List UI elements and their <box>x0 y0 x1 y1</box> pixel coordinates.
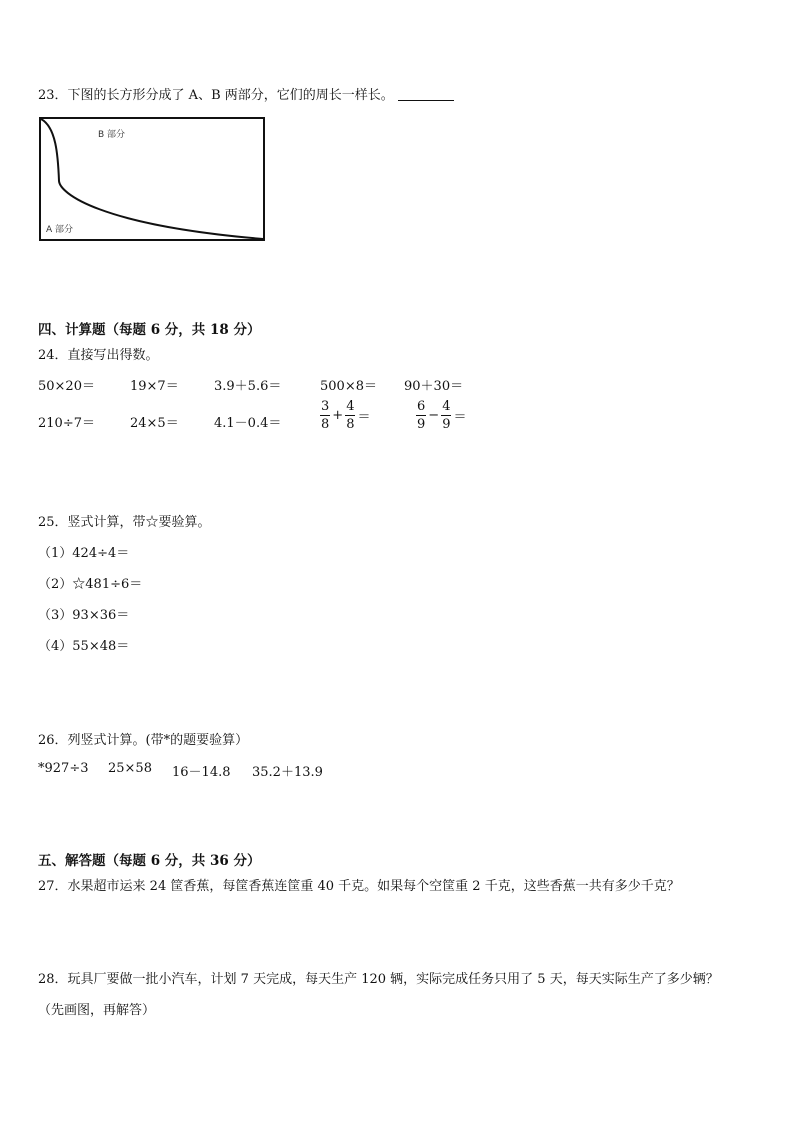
list-item: （3）93×36＝ <box>38 608 130 623</box>
fraction: $\frac{3}{8}$ <box>321 399 330 432</box>
label-part-a: A 部分 <box>46 225 74 235</box>
calc-item: 210÷7＝ <box>38 416 95 431</box>
fraction: $\frac{6}{9}$ <box>417 399 426 432</box>
calc-item: *927÷3 <box>38 761 89 776</box>
calc-item: 16－14.8 <box>172 765 231 780</box>
fraction-expression-1: $\frac{3}{8}$ + $\frac{4}{8}$ ＝ <box>321 399 371 432</box>
dividing-curve <box>41 119 263 239</box>
calc-item: 25×58 <box>108 761 152 776</box>
answer-blank[interactable] <box>398 88 454 101</box>
question-27-text: 27．水果超市运来 24 筐香蕉，每筐香蕉连筐重 40 千克。如果每个空筐重 2 千克，这些香蕉一共有多少千克？ <box>38 879 680 894</box>
question-28-text: 28．玩具厂要做一批小汽车，计划 7 天完成，每天生产 120 辆，实际完成任务只用了 5 天，每天实际生产了多少辆？ <box>38 972 719 987</box>
question-23 <box>38 84 454 103</box>
section-4-heading: 四、计算题（每题 6 分，共 18 分） <box>38 322 261 338</box>
calc-item: 24×5＝ <box>130 416 179 431</box>
label-part-b: B 部分 <box>98 130 126 140</box>
fraction: $\frac{4}{8}$ <box>346 399 355 432</box>
section-5-heading: 五、解答题（每题 6 分，共 36 分） <box>38 853 261 869</box>
question-28-note: （先画图，再解答） <box>38 1003 156 1018</box>
list-item: （4）55×48＝ <box>38 639 130 654</box>
question-26-title: 26．列竖式计算。(带*的题要验算） <box>38 733 249 748</box>
calc-item: 3.9＋5.6＝ <box>214 379 282 394</box>
calc-item: 50×20＝ <box>38 379 95 394</box>
rectangle-outline <box>40 118 264 240</box>
calc-item: 19×7＝ <box>130 379 179 394</box>
calc-item: 500×8＝ <box>320 379 377 394</box>
question-25-title: 25．竖式计算，带☆要验算。 <box>38 515 211 530</box>
rectangle-figure <box>38 115 268 245</box>
fraction: $\frac{4}{9}$ <box>442 399 451 432</box>
fraction-expression-2: $\frac{6}{9}$ − $\frac{4}{9}$ ＝ <box>417 399 467 432</box>
calc-item: 90＋30＝ <box>404 379 464 394</box>
question-24-title: 24．直接写出得数。 <box>38 348 159 363</box>
list-item: （2）☆481÷6＝ <box>38 577 143 592</box>
calc-item: 35.2＋13.9 <box>252 765 323 780</box>
list-item: （1）424÷4＝ <box>38 546 130 561</box>
calc-item: 4.1－0.4＝ <box>214 416 282 431</box>
question-23-text: 23．下图的长方形分成了 A、B 两部分，它们的周长一样长。 <box>38 88 394 103</box>
